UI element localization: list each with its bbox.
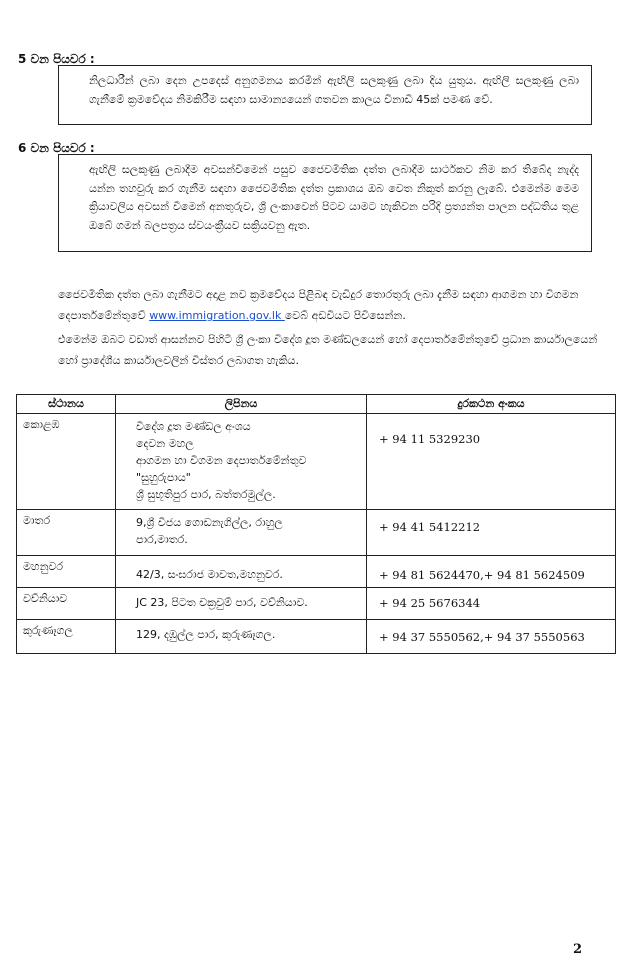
phone-cell: + 94 81 5624470,+ 94 81 5624509 (367, 556, 616, 588)
step-5-title: 5 වන පියවර : (18, 52, 95, 66)
table-row (17, 414, 616, 510)
info-paragraph-offices: එමෙන්ම ඔබට වඩාත් ආසන්නව පිහිටි ශ්‍රී ලංකා විදේශ දූත මණ්ඩලයෙන් හෝ දෙපාර්තමේන්තුවේ ප්‍රධාන කාර්යාලයෙන් හෝ ප්‍රාදේශීය කාර්යාලවලින් විස්තර ලබාගත හැකිය. (58, 333, 598, 367)
table-row (17, 510, 616, 556)
place-cell: මාතර (17, 510, 116, 556)
table-row (17, 588, 616, 620)
address-cell: විදේශ දූත මණ්ඩල අංශය දෙවන මහල ආගමන හා විගමන දෙපාර්තමේන්තුව "සුහුරුපාය" ශ්‍රී සුභූතිපුර පාර, බත්තරමුල්ල. (116, 414, 367, 510)
header-place: ස්ථානය (17, 395, 116, 414)
phone-cell: + 94 37 5550562,+ 94 37 5550563 (367, 620, 616, 654)
info-paragraph-website (58, 284, 598, 326)
phone-cell: + 94 11 5329230 (367, 414, 616, 510)
page-number: 2 (572, 942, 582, 957)
info-text-before: ජෛවමිතික දත්ත ලබා ගැනීමට අදාළ නව ක්‍රමවේදය පිළිබඳ වැඩිදුර තොරතුරු ලබා දැනීම සඳහා ආගමන හා විගමන දෙපාර්තමේන්තුවේ (58, 288, 579, 322)
address-cell: 42/3, සංඝරාජ මාවත,මහනුවර. (116, 556, 367, 588)
place-cell: මහනුවර (17, 556, 116, 588)
info-text-after: වෙබ් අඩවියට පිවිසෙන්න. (284, 309, 406, 322)
table-row (17, 556, 616, 588)
offices-table (16, 394, 616, 654)
step-6-title: 6 වන පියවර : (18, 141, 95, 155)
place-cell: වව්නියාව (17, 588, 116, 620)
table-header-row (17, 395, 616, 414)
immigration-website-link[interactable]: www.immigration.gov.lk (149, 309, 285, 322)
step-6-box (58, 154, 592, 252)
place-cell: කුරුණෑගල (17, 620, 116, 654)
address-cell: JC 23, පිටත චක්‍රවුම් පාර, වව්නියාව. (116, 588, 367, 620)
phone-cell: + 94 41 5412212 (367, 510, 616, 556)
step-5-text: නිලධාරීන් ලබා දෙන උපදෙස් අනුගමනය කරමින් ඇඟිලි සලකුණු ලබා දිය යුතුය. ඇඟිලි සලකුණු ලබා ගැනීමේ ක්‍රමවේදය නිමකිරීම සඳහා සාමාන්‍යයෙන් ගතවන කාලය විනාඩි 45ක් පමණ වේ. (89, 74, 579, 106)
phone-cell: + 94 25 5676344 (367, 588, 616, 620)
header-address: ලිපිනය (116, 395, 367, 414)
step-5-box (58, 65, 592, 125)
address-cell: 9,ශ්‍රී විජය ගොඩනැගිල්ල, රාහුල පාර,මාතර. (116, 510, 367, 556)
header-phone: දුරකථන අංකය (367, 395, 616, 414)
address-cell: 129, දඹුල්ල පාර, කුරුණෑගල. (116, 620, 367, 654)
step-6-text: ඇඟිලි සලකුණු ලබාදීම අවසන්වීමෙන් පසුව ජෛවමිතික දත්ත ලබාදීම සාර්ථකව නිම කර තිබේද නැද්ද යන්න තහවුරු කර ගැනීම සඳහා ජෛවමිතික දත්ත ප්‍රකාශය ඔබ වෙත නිකුත් කරනු ලැබේ. එමෙන්ම මෙම ක්‍රියාවලිය අවසන් වීමෙන් අනතුරුව, ශ්‍රී ලංකාවෙන් පිටව යාමට හැකිවන පරිදි ප්‍රත්‍යන්ත පාලන පද්ධතිය තුළ ඔබේ ගමන් බලපත්‍රය ස්වයංක්‍රීයව සක්‍රියවනු ඇත. (89, 163, 579, 232)
place-cell: කොළඹ (17, 414, 116, 510)
table-row (17, 620, 616, 654)
